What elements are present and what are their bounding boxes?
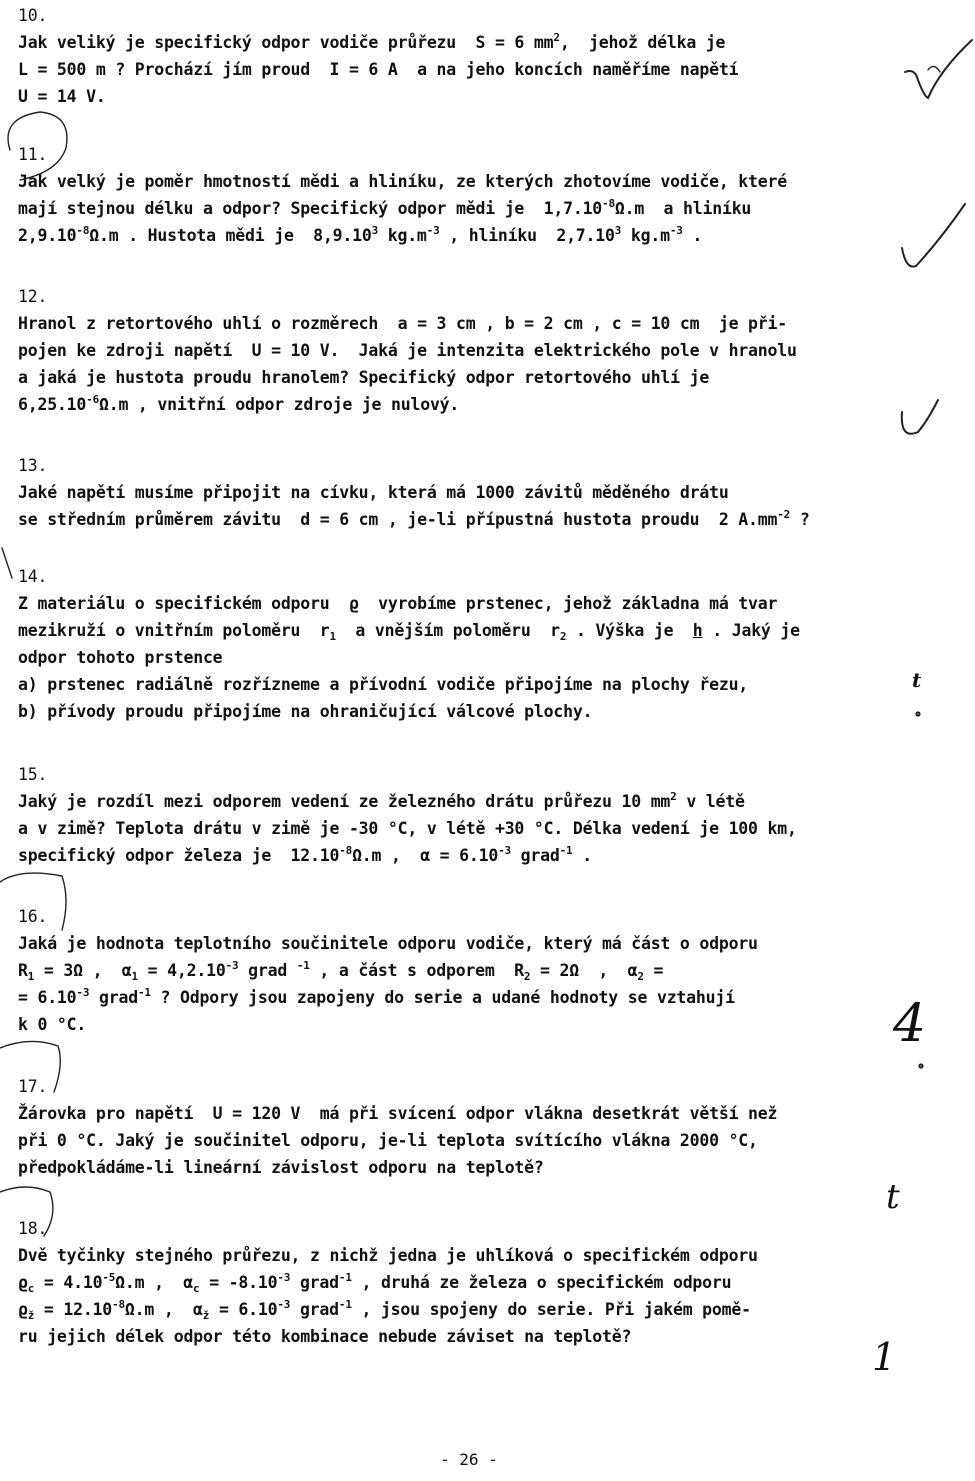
problem-text-line: se středním průměrem závitu d = 6 cm , je-li přípustná hustota proudu 2 $A.mm^{-2}$ ? xyxy=(18,508,810,529)
problem-text-line: předpokládáme-li lineární závislost odporu na teplotě? xyxy=(18,1158,544,1177)
problem-number: 17. xyxy=(18,1077,48,1096)
problem-12 xyxy=(18,283,958,418)
problem-text-line: $6,25.10^{-6}\Omega.m$ , vnitřní odpor zdroje je nulový. xyxy=(18,393,460,414)
problem-text-line: a) prstenec radiálně rozřízneme a přívodní vodiče připojíme na plochy řezu, xyxy=(18,675,749,694)
problem-text-line: L = 500 m ? Prochází jím proud I = 6 A a na jeho koncích naměříme napětí xyxy=(18,60,739,79)
problem-text-line: Jak velký je poměr hmotností mědi a hliníku, ze kterých zhotovíme vodiče, které xyxy=(18,172,787,191)
problem-text-line: Jaký je rozdíl mezi odporem vedení ze železného drátu průřezu 10 $mm^2$ v létě xyxy=(18,790,745,811)
problem-text-line: = $6.10^{-3}$ grad$^{-1}$ ? Odpory jsou zapojeny do serie a udané hodnoty se vztahují xyxy=(18,986,735,1007)
problem-text-line: pojen ke zdroji napětí U = 10 V. Jaká je intenzita elektrického pole v hranolu xyxy=(18,341,797,360)
problem-15 xyxy=(18,761,958,869)
problem-text-line: ru jejich délek odpor této kombinace nebude záviset na teplotě? xyxy=(18,1327,632,1346)
margin-mark: 4 xyxy=(893,994,927,1054)
margin-mark: t xyxy=(912,668,922,692)
margin-mark: 1 xyxy=(872,1335,897,1379)
problem-text-line: při 0 °C. Jaký je součinitel odporu, je-li teplota svítícího vlákna 2000 °C, xyxy=(18,1131,758,1150)
problem-number: 16. xyxy=(18,907,48,926)
problem-text-line: odpor tohoto prstence xyxy=(18,648,223,667)
problem-number: 11. xyxy=(18,145,48,164)
problem-number: 14. xyxy=(18,567,48,586)
problem-text-line: mají stejnou délku a odpor? Specifický odpor mědi je $1,7.10^{-8}\Omega.m$ a hliníku xyxy=(18,197,752,218)
problem-text-line: Dvě tyčinky stejného průřezu, z nichž jedna je uhlíková o specifickém odporu xyxy=(18,1246,758,1265)
problem-text-line: $ϱ_ž = 12.10^{-8}\Omega.m$ , $\alpha_ž = 6.10^{-3}$ grad$^{-1}$ , jsou spojeny do serie. Při jakém pomě- xyxy=(18,1298,751,1322)
problem-10 xyxy=(18,2,958,110)
problem-text-line: Hranol z retortového uhlí o rozměrech a = 3 cm , b = 2 cm , c = 10 cm je při- xyxy=(18,314,787,333)
problem-number: 13. xyxy=(18,456,48,475)
problem-16 xyxy=(18,903,958,1038)
problem-text-line: Žárovka pro napětí U = 120 V má při svícení odpor vlákna desetkrát větší než xyxy=(18,1104,778,1123)
page-number: - 26 - xyxy=(440,1450,498,1469)
problem-number: 18. xyxy=(18,1219,48,1238)
problem-text-line: a jaká je hustota proudu hranolem? Specifický odpor retortového uhlí je xyxy=(18,368,710,387)
margin-mark: t xyxy=(886,1177,900,1217)
problem-14 xyxy=(18,563,958,725)
problem-text-line: $2,9.10^{-8}\Omega.m$ . Hustota mědi je 8,9.10$^3$ $kg.m^{-3}$ , hliníku 2,7.10$^3$ $kg.m^{-3}$ . xyxy=(18,224,703,245)
problem-text-line: specifický odpor železa je $12.10^{-8}\Omega.m$ , $\alpha = 6.10^{-3}$ grad$^{-1}$ . xyxy=(18,844,592,865)
problem-text-line: $ϱ_c = 4.10^{-5}\Omega.m$ , $\alpha_c = -8.10^{-3}$ grad$^{-1}$ , druhá ze železa o specifickém odporu xyxy=(18,1271,732,1295)
problem-number: 15. xyxy=(18,765,48,784)
problem-text-line: U = 14 V. xyxy=(18,87,106,106)
problem-text-line: a v zimě? Teplota drátu v zimě je -30 °C, v létě +30 °C. Délka vedení je 100 km, xyxy=(18,819,797,838)
problem-text-line: k 0 °C. xyxy=(18,1015,87,1034)
problem-text-line: Jaké napětí musíme připojit na cívku, která má 1000 závitů měděného drátu xyxy=(18,483,729,502)
problem-11 xyxy=(18,141,958,249)
problem-text-line: Z materiálu o specifickém odporu ϱ vyrobíme prstenec, jehož základna má tvar xyxy=(18,594,778,613)
problem-17 xyxy=(18,1073,958,1181)
problem-18 xyxy=(18,1215,958,1350)
problem-text-line: b) přívody proudu připojíme na ohraničující válcové plochy. xyxy=(18,702,593,721)
problem-text-line: $R_1 = 3\Omega$ , $\alpha_1 = 4,2.10^{-3}$ grad $^{-1}$ , a část s odporem $R_2 = 2\Omega$ , $\alpha_2$ = xyxy=(18,959,664,983)
problem-13 xyxy=(18,452,958,533)
problem-number: 12. xyxy=(18,287,48,306)
problem-text-line: Jaká je hodnota teplotního součinitele odporu vodiče, který má část o odporu xyxy=(18,934,758,953)
problem-text-line: mezikruží o vnitřním poloměru $r_1$ a vnějším poloměru $r_2$ . Výška je h . Jaký je xyxy=(18,621,800,643)
problem-number: 10. xyxy=(18,6,48,25)
problem-text-line: Jak veliký je specifický odpor vodiče průřezu S = 6 $mm^2$, jehož délka je xyxy=(18,31,726,52)
